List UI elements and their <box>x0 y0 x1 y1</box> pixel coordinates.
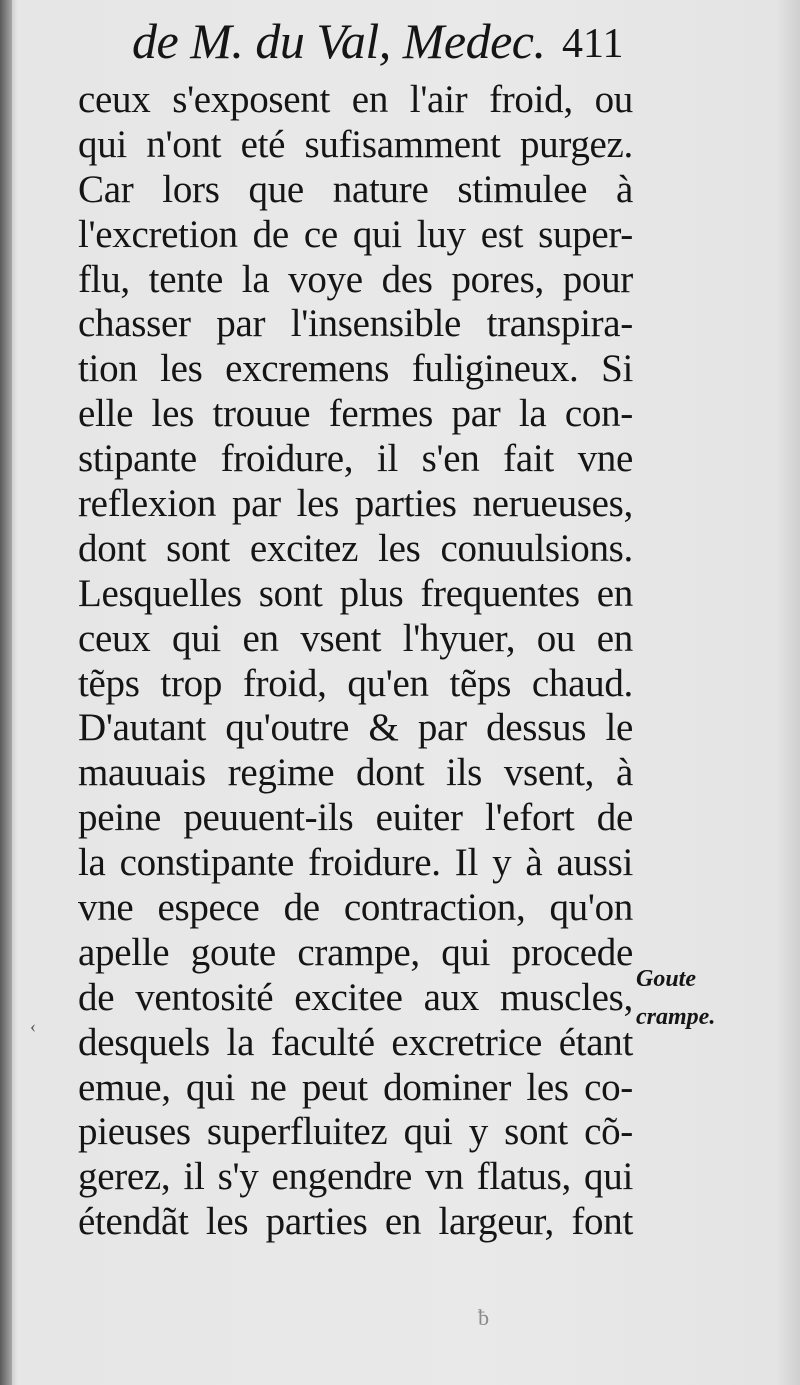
text-line: chasser par l'insensible transpira- <box>78 302 633 346</box>
text-line: flu, tente la voye des pores, pour <box>78 257 633 301</box>
text-line: qui n'ont eté sufisamment purgez. <box>78 122 633 166</box>
page-header <box>132 10 652 72</box>
text-line: tion les excremens fuligineux. Si <box>78 347 633 391</box>
text-line: reflexion par les parties nerueuses, <box>78 482 633 526</box>
page-number: 411 <box>562 21 624 67</box>
text-line: apelle goute crampe, qui procede <box>78 930 633 974</box>
text-line: peine peuuent-ils euiter l'efort de <box>78 796 633 840</box>
running-title: de M. du Val, Medec. <box>132 13 546 69</box>
body-text <box>78 78 633 1245</box>
text-line: la constipante froidure. Il y à aussi <box>78 841 633 885</box>
marginal-note <box>636 960 756 1036</box>
text-line: pieuses superfluitez qui y sont cõ- <box>78 1110 633 1154</box>
text-line: dont sont excitez les conuulsions. <box>78 526 633 570</box>
text-line: ceux qui en vsent l'hyuer, ou en <box>78 616 633 660</box>
text-line: vne espece de contraction, qu'on <box>78 886 633 930</box>
text-line: emue, qui ne peut dominer les co- <box>78 1065 633 1109</box>
text-line: ceux s'exposent en l'air froid, ou <box>78 78 633 121</box>
text-line: mauuais regime dont ils vsent, à <box>78 751 633 795</box>
text-line: gerez, il s'y engendre vn flatus, qui <box>78 1155 633 1199</box>
text-line: desquels la faculté excretrice étant <box>78 1020 633 1064</box>
text-line: Car lors que nature stimulee à <box>78 167 633 211</box>
text-line: l'excretion de ce qui luy est super- <box>78 212 633 256</box>
text-line: D'autant qu'outre & par dessus le <box>78 706 633 750</box>
marginal-note-line: Goute <box>636 966 696 992</box>
text-line: Lesquelles sont plus frequentes en <box>78 571 633 615</box>
text-line: de ventosité excitee aux muscles, <box>78 975 633 1019</box>
text-line: étendãt les parties en largeur, font <box>78 1200 633 1244</box>
text-line: tẽps trop froid, qu'en tẽps chaud. <box>78 661 633 705</box>
ink-speck: ‹ <box>30 1016 36 1036</box>
ink-speck: ƀ <box>478 1305 489 1330</box>
text-line: elle les trouue fermes par la con- <box>78 392 633 436</box>
text-line: stipante froidure, il s'en fait vne <box>78 437 633 481</box>
page-gutter-shadow <box>0 0 12 1385</box>
marginal-note-line: crampe. <box>636 1004 716 1030</box>
